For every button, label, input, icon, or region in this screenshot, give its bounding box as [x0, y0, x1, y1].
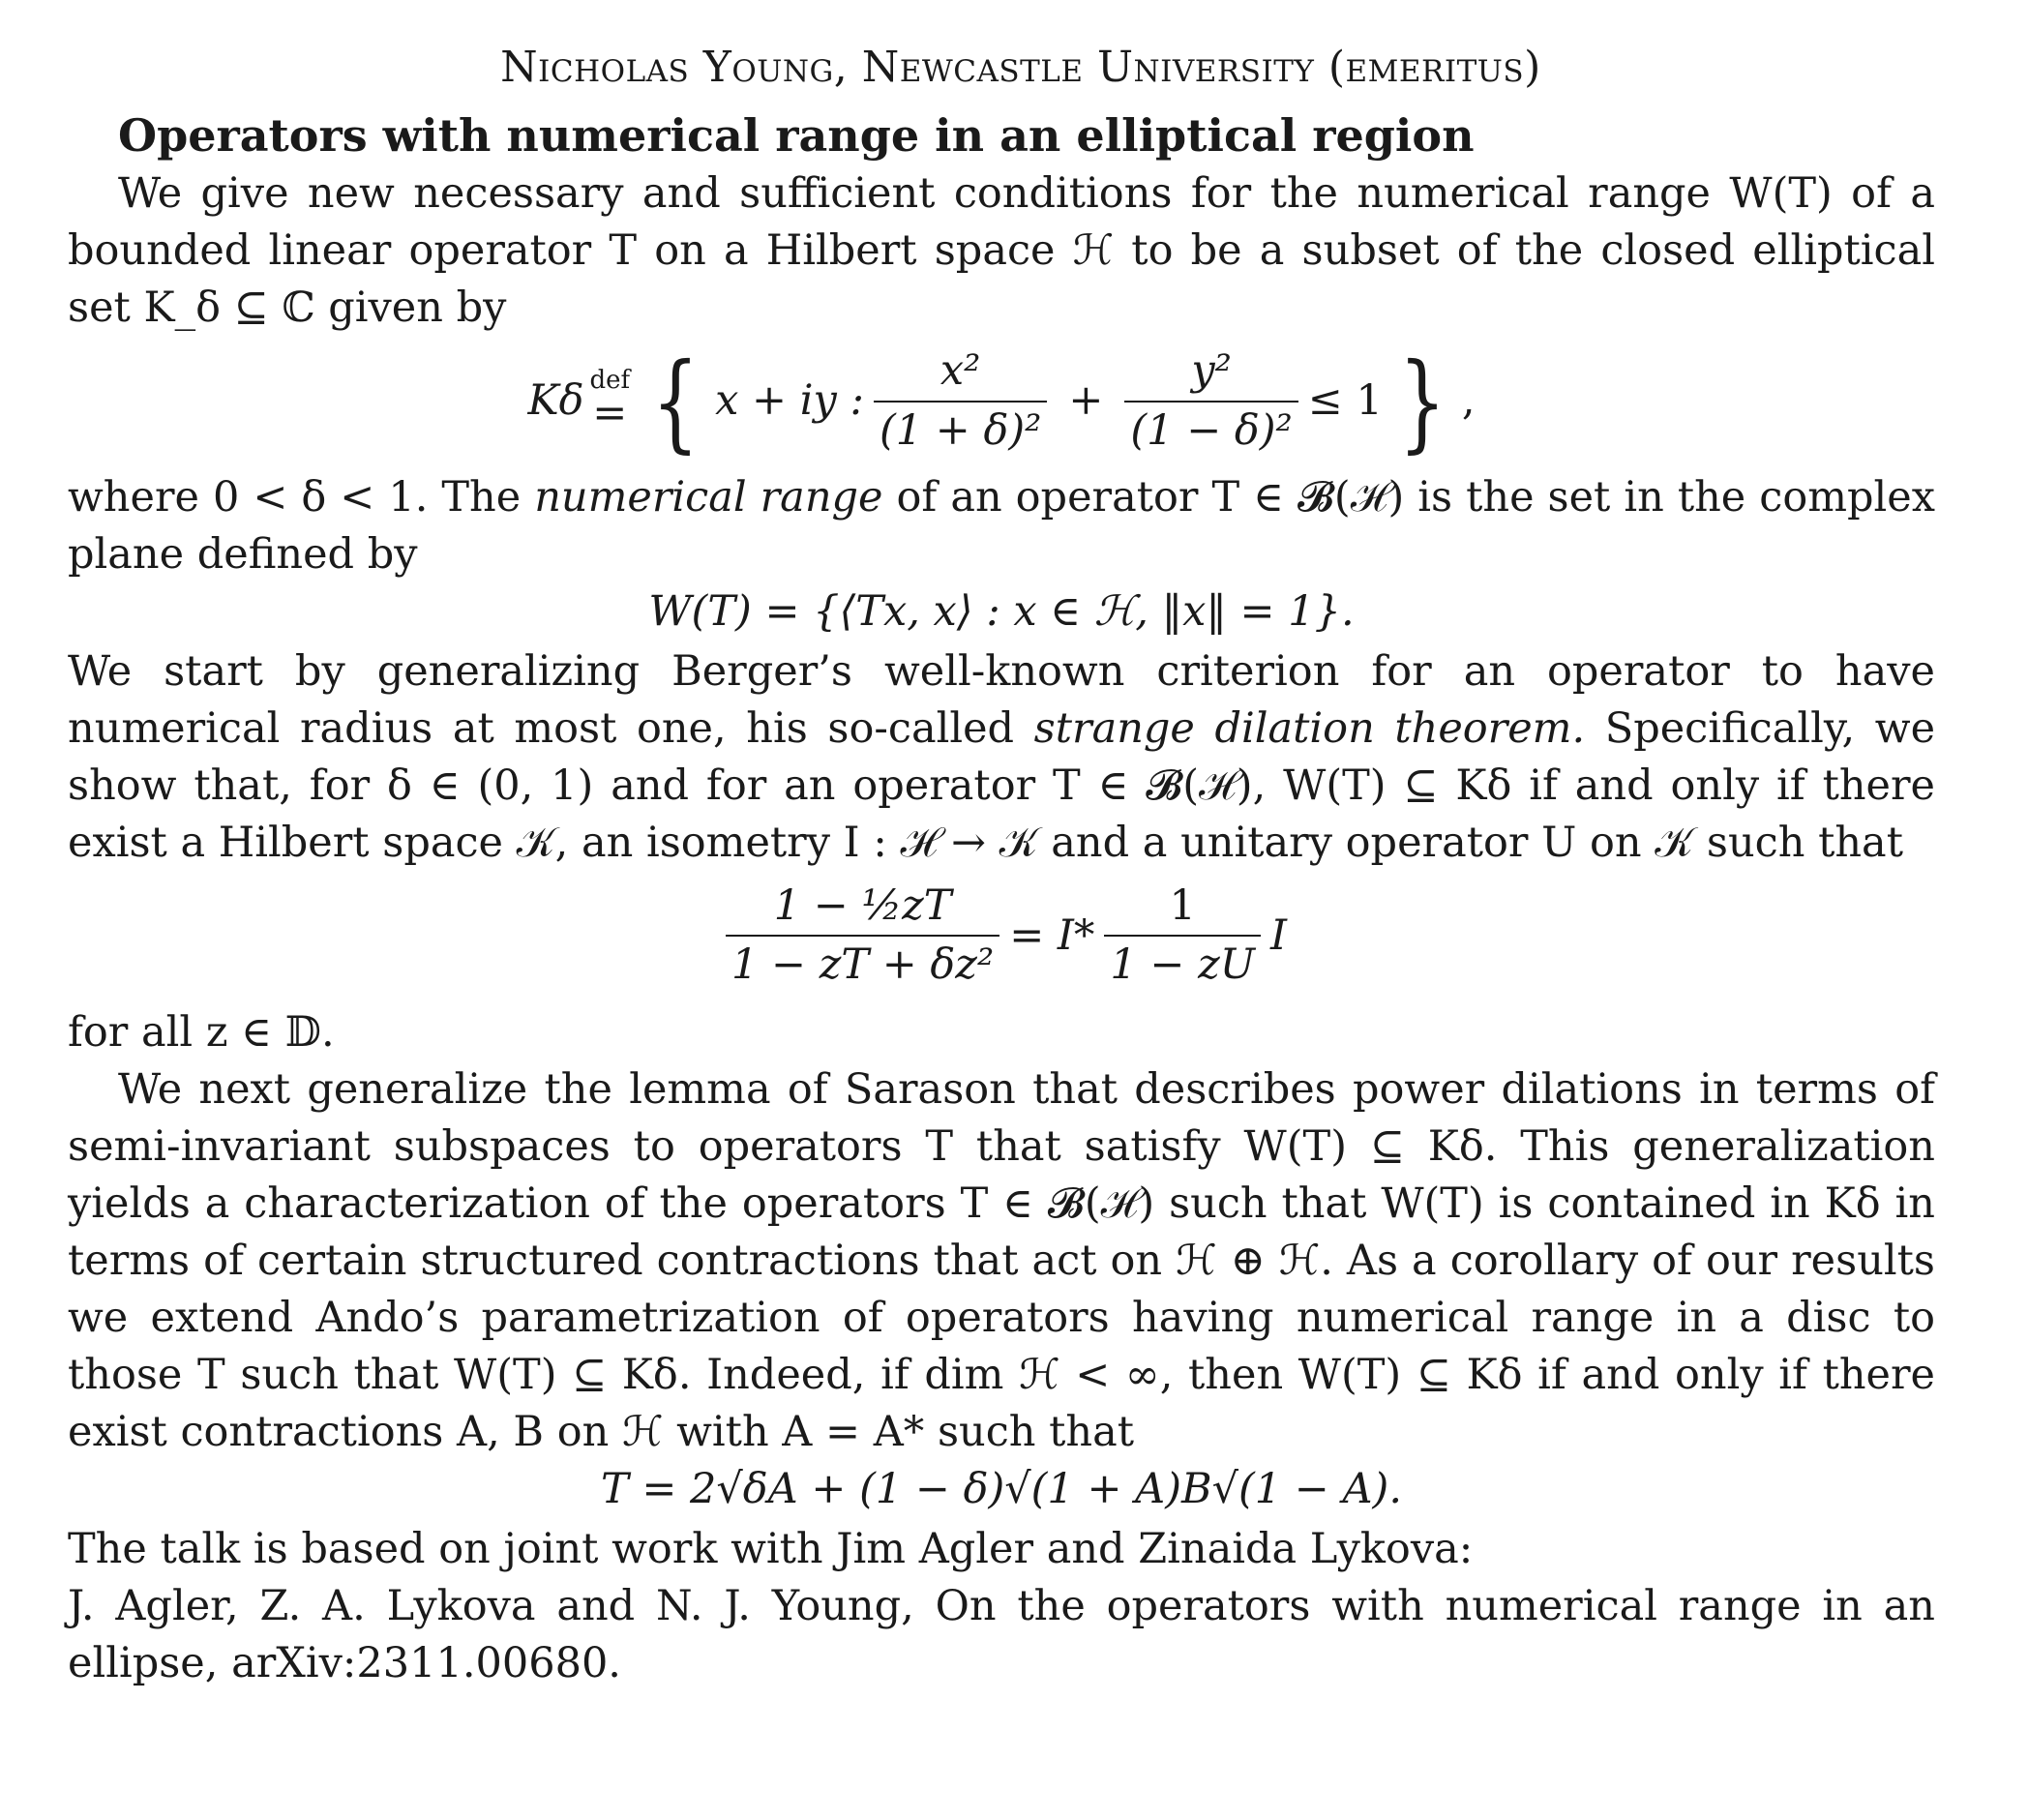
para3-emphasis: strange dilation theorem. — [1033, 703, 1586, 753]
equation-ando-parametrization: T = 2√δA + (1 − δ)√(1 + A)B√(1 − A). — [600, 1464, 1402, 1513]
equation-dilation — [68, 881, 1935, 991]
para2-text-b: of an operator T ∈ 𝓑(ℋ) is the set in the complex plane defined by — [68, 473, 1935, 580]
eq1-lhs: Kδ — [527, 375, 584, 425]
para3-text-a: We start by generalizing Berger’s well-known criterion for an operator to have numerical radius at most one, his so-called — [68, 646, 1935, 753]
eq3-right-fraction — [1104, 881, 1261, 991]
eq1-def-label: def — [589, 366, 631, 396]
paragraph-for-all: for all z ∈ 𝔻. — [68, 1007, 335, 1057]
eq1-fraction-x — [874, 346, 1047, 456]
eq3-left-fraction — [726, 881, 999, 991]
talk-title: Operators with numerical range in an elliptical region — [118, 109, 1475, 162]
eq3-tail: I — [1270, 910, 1288, 960]
eq1-frac2-num: y² — [1191, 346, 1232, 395]
paragraph-berger — [68, 643, 1935, 872]
eq1-def-equals — [589, 366, 631, 438]
eq3-right-den: 1 − zU — [1104, 935, 1261, 991]
eq1-relation: ≤ 1 — [1307, 375, 1383, 425]
eq1-set-start: x + iy : — [715, 375, 864, 425]
left-brace: { — [651, 339, 700, 463]
eq1-trailing-comma: , — [1461, 375, 1476, 425]
right-brace: } — [1398, 339, 1446, 463]
paragraph-joint-work: The talk is based on joint work with Jim Agler and Zinaida Lykova: — [68, 1524, 1474, 1573]
eq3-right-num: 1 — [1169, 880, 1196, 930]
paragraph-intro: We give new necessary and sufficient conditions for the numerical range W(T) of a bounded linear operator T on a Hilbert space ℋ to be a subset of the closed elliptical set K_δ ⊆ ℂ given by — [68, 169, 1935, 332]
abstract-page — [68, 43, 1935, 1692]
paragraph-numerical-range — [68, 469, 1935, 583]
equation-numerical-range: W(T) = {⟨Tx, x⟩ : x ∈ ℋ, ‖x‖ = 1}. — [648, 587, 1355, 637]
reference-citation: J. Agler, Z. A. Lykova and N. J. Young, On the operators with numerical range in an ellipse, arXiv:2311.00680. — [68, 1581, 1935, 1687]
para3-text-b: Specifically, we show that, for δ ∈ (0, 1) and for an operator T ∈ 𝓑(ℋ), W(T) ⊆ Kδ if and only if there exist a Hilbert space 𝒦, an isometry I : ℋ → 𝒦 and a unitary operator U on 𝒦 such that — [68, 703, 1936, 867]
eq3-middle: = I* — [1009, 910, 1095, 960]
eq1-frac1-den: (1 + δ)² — [874, 401, 1047, 457]
eq3-left-num: 1 − ½zT — [773, 880, 952, 930]
eq1-plus: + — [1068, 375, 1104, 425]
eq1-frac2-den: (1 − δ)² — [1124, 401, 1297, 457]
eq1-equals-sign: = — [592, 389, 628, 438]
equation-ellipse-definition — [68, 339, 1935, 463]
eq1-frac1-num: x² — [939, 346, 981, 395]
para2-emphasis: numerical range — [534, 473, 883, 522]
author-header: Nicholas Young, Newcastle University (emeritus) — [500, 43, 1541, 92]
eq3-left-den: 1 − zT + δz² — [726, 935, 999, 991]
para2-text-a: where 0 < δ < 1. The — [68, 473, 522, 522]
paragraph-sarason: We next generalize the lemma of Sarason that describes power dilations in terms of semi-invariant subspaces to operators T that satisfy W(T) ⊆ Kδ. This generalization yields a characterization of the operators T ∈ 𝓑(ℋ) such that W(T) is contained in Kδ in terms of certain structured contractions that act on ℋ ⊕ ℋ. As a corollary of our results we extend Ando’s parametrization of operators having numerical range in a disc to those T such that W(T) ⊆ Kδ. Indeed, if dim ℋ < ∞, then W(T) ⊆ Kδ if and only if there exist contractions A, B on ℋ with A = A* such that — [68, 1064, 1935, 1456]
eq1-fraction-y — [1124, 346, 1297, 456]
